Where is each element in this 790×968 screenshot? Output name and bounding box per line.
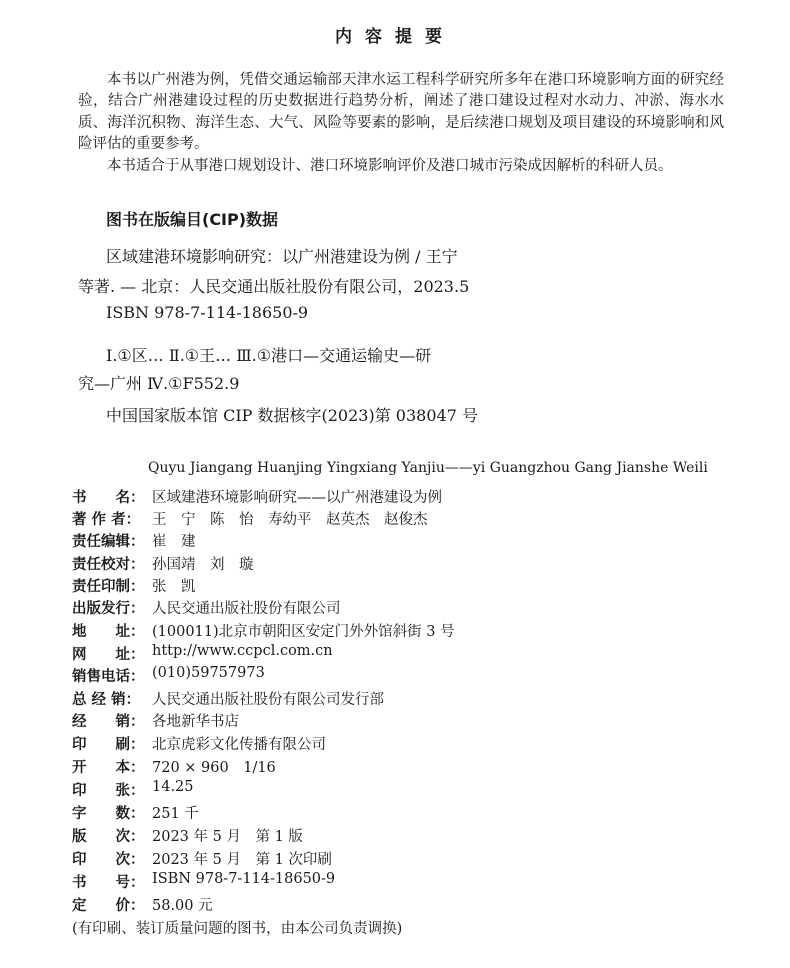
meta-value: http://www.ccpcl.com.cn [152, 643, 333, 659]
meta-label: 经 销： [72, 714, 145, 730]
meta-label: 版 次： [72, 829, 145, 845]
meta-value: 人民交通出版社股份有限公司发行部 [152, 692, 384, 708]
meta-value: 251 千 [152, 806, 199, 822]
meta-value: 崔 建 [152, 534, 196, 550]
meta-label: 出版发行： [72, 601, 145, 617]
meta-label: 著 作 者： [72, 512, 141, 528]
meta-value: 王 宁 陈 怡 寿幼平 赵英杰 赵俊杰 [152, 512, 428, 528]
summary-paragraph-2: 本书适合于从事港口规划设计、港口环境影响评价及港口城市污染成因解析的科研人员。 [107, 158, 673, 174]
meta-label: 书 名： [72, 490, 145, 506]
quality-notice: (有印刷、装订质量问题的图书，由本公司负责调换) [72, 921, 403, 937]
meta-label: 责任印制： [72, 579, 145, 595]
meta-label: 印 次： [72, 852, 145, 868]
meta-value: 区域建港环境影响研究——以广州港建设为例 [152, 490, 442, 506]
meta-label: 责任校对： [72, 557, 145, 573]
meta-label: 总 经 销： [72, 692, 141, 708]
meta-label: 地 址： [72, 624, 145, 640]
meta-value: 人民交通出版社股份有限公司 [152, 601, 341, 617]
cip-line: 中国国家版本馆 CIP 数据核字(2023)第 038047 号 [106, 406, 478, 425]
meta-label: 定 价： [72, 898, 145, 914]
cip-line: Ⅰ.①区… Ⅱ.①王… Ⅲ.①港口—交通运输史—研 [106, 346, 432, 365]
meta-value: 张 凯 [152, 579, 196, 595]
meta-value: 各地新华书店 [152, 714, 239, 730]
cip-line: 区域建港环境影响研究：以广州港建设为例 / 王宁 [106, 247, 458, 266]
summary-title: 内容提要 [335, 27, 455, 47]
meta-label: 责任编辑： [72, 534, 145, 550]
meta-label: 销售电话： [72, 669, 145, 685]
cip-line: ISBN 978-7-114-18650-9 [106, 303, 309, 322]
meta-value: (100011)北京市朝阳区安定门外外馆斜街 3 号 [152, 624, 455, 640]
meta-value: 2023 年 5 月 第 1 版 [152, 829, 303, 845]
meta-label: 印 张： [72, 783, 145, 799]
meta-label: 网 址： [72, 647, 145, 663]
cip-line: 等著. — 北京：人民交通出版社股份有限公司，2023.5 [78, 277, 470, 296]
meta-value: 北京虎彩文化传播有限公司 [152, 737, 326, 753]
meta-value: (010)59757973 [152, 665, 265, 681]
english-title: Quyu Jiangang Huanjing Yingxiang Yanjiu——yi Guangzhou Gang Jianshe Weili [148, 460, 708, 476]
meta-value: 14.25 [152, 779, 194, 795]
meta-value: ISBN 978-7-114-18650-9 [152, 871, 336, 887]
cip-line: 究—广州 Ⅳ.①F552.9 [78, 374, 240, 393]
meta-value: 58.00 元 [152, 898, 213, 914]
cip-heading: 图书在版编目(CIP)数据 [106, 210, 279, 229]
meta-label: 开 本： [72, 760, 145, 776]
meta-label: 书 号： [72, 875, 145, 891]
meta-label: 印 刷： [72, 737, 145, 753]
meta-value: 720 × 960 1/16 [152, 760, 276, 776]
meta-label: 字 数： [72, 806, 145, 822]
summary-paragraph-1: 本书以广州港为例，凭借交通运输部天津水运工程科学研究所多年在港口环境影响方面的研究经验，结合广州港建设过程的历史数据进行趋势分析，阐述了港口建设过程对水动力、冲淤、海水水质、海洋沉积物、海洋生态、大气、风险等要素的影响，是后续港口规划及项目建设的环境影响和风险评估的重要参考。 [78, 72, 724, 152]
meta-value: 孙国靖 刘 璇 [152, 557, 254, 573]
meta-value: 2023 年 5 月 第 1 次印刷 [152, 852, 332, 868]
